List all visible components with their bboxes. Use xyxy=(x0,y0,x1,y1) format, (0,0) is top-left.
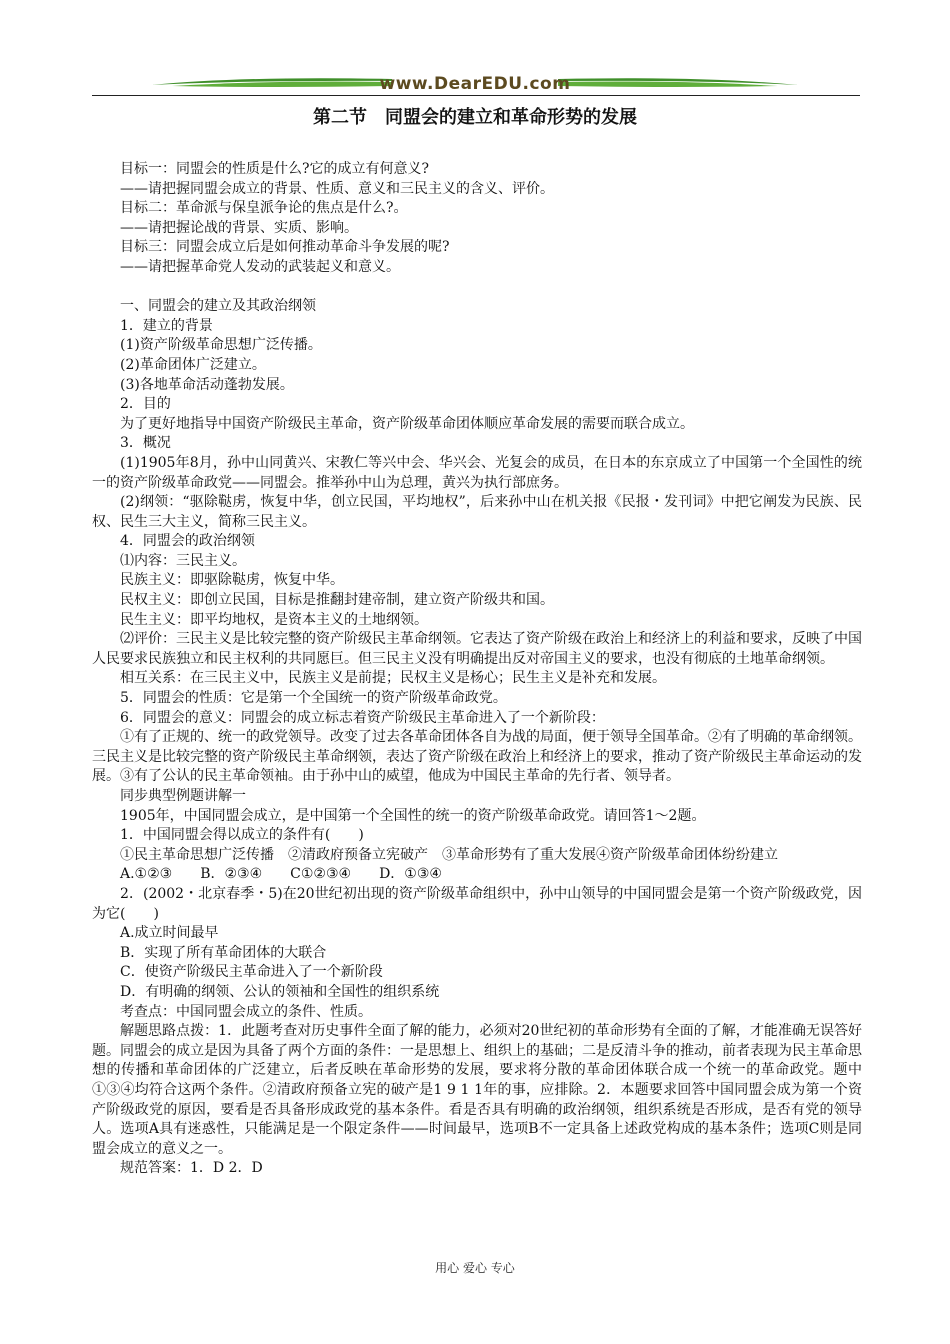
paragraph: (1)1905年8月，孙中山同黄兴、宋教仁等兴中会、华兴会、光复会的成员，在日本的东京成立了中国第一个全国性的统一的资产阶级革命政党——同盟会。推举孙中山为总理，黄兴为执行部庶务。 xyxy=(92,454,862,491)
subheading: 2．目的 xyxy=(120,396,171,413)
goal-line: ——请把握同盟会成立的背景、性质、意义和三民主义的含义、评价。 xyxy=(120,180,554,197)
answer-choice: C．使资产阶级民主革命进入了一个新阶段 xyxy=(120,964,383,981)
page-title: 第二节 同盟会的建立和革命形势的发展 xyxy=(313,107,637,128)
answer-choices: A.①②③ B．②③④ C①②③④ D．①③④ xyxy=(120,866,442,883)
goal-line: 目标一：同盟会的性质是什么?它的成立有何意义? xyxy=(120,161,430,177)
paragraph: 为了更好地指导中国资产阶级民主革命，资产阶级革命团体顺应革命发展的需要而联合成立。 xyxy=(120,415,694,432)
paragraph: 5．同盟会的性质：它是第一个全国统一的资产阶级革命政党。 xyxy=(120,690,507,707)
answer-choice: B．实现了所有革命团体的大联合 xyxy=(120,944,327,961)
section-heading: 一、同盟会的建立及其政治纲领 xyxy=(120,298,316,315)
paragraph: 解题思路点拨：1．此题考查对历史事件全面了解的能力，必须对20世纪初的革命形势有全面的了解，才能准确无误答好题。同盟会的成立是因为具备了两个方面的条件：一是思想上、组织上的基础；二是反清斗争的推动，前者表现为民主革命思想的传播和革命团体的广泛建立，后者反映在革命形势的发展，要求将分散的革命团体联合成一个统一的革命政党。题中①③④均符合这两个条件。②清政府预备立宪的破产是1 9 1 1年的事，应排除。2．本题要求回答中国同盟会成为第一个资产阶级政党的原因，要看是否具备形成政党的基本条件。看是否具有明确的政治纲领，组织系统是否形成，是否有党的领导人。选项A具有迷惑性，只能满足是一个限定条件——时间最早，选项B不一定具备上述政党构成的基本条件；选项C则是同盟会成立的意义之一。 xyxy=(92,1023,862,1157)
paragraph: 6．同盟会的意义：同盟会的成立标志着资产阶级民主革命进入了一个新阶段： xyxy=(120,709,605,726)
paragraph: 相互关系：在三民主义中，民族主义是前提；民权主义是杨心；民生主义是补充和发展。 xyxy=(120,670,666,687)
goal-line: ——请把握革命党人发动的武装起义和意义。 xyxy=(120,258,400,275)
paragraph: 民权主义：即创立民国，目标是推翻封建帝制，建立资产阶级共和国。 xyxy=(120,592,554,609)
paragraph: (1)资产阶级革命思想广泛传播。 xyxy=(120,337,322,354)
example-heading: 同步典型例题讲解一 xyxy=(120,788,246,804)
subheading: 4．同盟会的政治纲领 xyxy=(120,533,255,550)
paragraph: (2)纲领：“驱除鞑虏，恢复中华，创立民国，平均地权”，后来孙中山在机关报《民报・发刊词》中把它阐发为民族、民权、民生三大主义，简称三民主义。 xyxy=(92,494,862,530)
paragraph: (3)各地革命活动蓬勃发展。 xyxy=(120,376,294,393)
document-body xyxy=(92,160,862,1179)
paragraph: (2)革命团体广泛建立。 xyxy=(120,356,266,373)
page-footer: 用心 爱心 专心 xyxy=(435,1261,515,1275)
site-header xyxy=(92,70,858,98)
answer-choice: A.成立时间最早 xyxy=(120,925,219,942)
paragraph: 民族主义：即驱除鞑虏，恢复中华。 xyxy=(120,572,344,589)
subheading: 3．概况 xyxy=(120,435,171,452)
goal-line: 目标二：革命派与保皇派争论的焦点是什么?。 xyxy=(120,200,408,217)
paragraph: 考查点：中国同盟会成立的条件、性质。 xyxy=(120,1003,372,1020)
question: 1．中国同盟会得以成立的条件有( ) xyxy=(120,827,364,844)
goal-line: 目标三：同盟会成立后是如何推动革命斗争发展的呢? xyxy=(120,239,450,256)
goal-line: ——请把握论战的背景、实质、影响。 xyxy=(120,219,358,236)
paragraph: ⑴内容：三民主义。 xyxy=(120,552,246,569)
question: 2．(2002・北京春季・5)在20世纪初出现的资产阶级革命组织中，孙中山领导的中国同盟会是第一个资产阶级政党，因为它( ) xyxy=(92,885,862,922)
header-rule xyxy=(92,95,860,96)
question-options: ①民主革命思想广泛传播 ②清政府预备立宪破产 ③革命形势有了重大发展④资产阶级革命团体纷纷建立 xyxy=(120,846,778,863)
subheading: 1．建立的背景 xyxy=(120,317,213,334)
paragraph: 民生主义：即平均地权，是资本主义的土地纲领。 xyxy=(120,611,428,628)
paragraph: ⑵评价：三民主义是比较完整的资产阶级民主革命纲领。它表达了资产阶级在政治上和经济上的利益和要求，反映了中国人民要求民族独立和民主权利的共同愿巨。但三民主义没有明确提出反对帝国主义的要求，也没有彻底的土地革命纲领。 xyxy=(92,631,862,667)
answer: 规范答案：1．D 2．D xyxy=(120,1160,263,1177)
paragraph: ①有了正规的、统一的政党领导。改变了过去各革命团体各自为战的局面，便于领导全国革命。②有了明确的革命纲领。三民主义是比较完整的资产阶级民主革命纲领，表达了资产阶级在政治上和经济上的要求，推动了资产阶级民主革命运动的发展。③有了公认的民主革命领袖。由于孙中山的威望，他成为中国民主革命的先行者、领导者。 xyxy=(92,729,862,785)
answer-choice: D．有明确的纲领、公认的领袖和全国性的组织系统 xyxy=(120,983,440,1000)
paragraph: 1905年，中国同盟会成立，是中国第一个全国性的统一的资产阶级革命政党。请回答1～2题。 xyxy=(120,807,706,824)
site-logo[interactable]: www.DearEDU.com xyxy=(379,74,571,94)
spacer xyxy=(92,278,862,298)
